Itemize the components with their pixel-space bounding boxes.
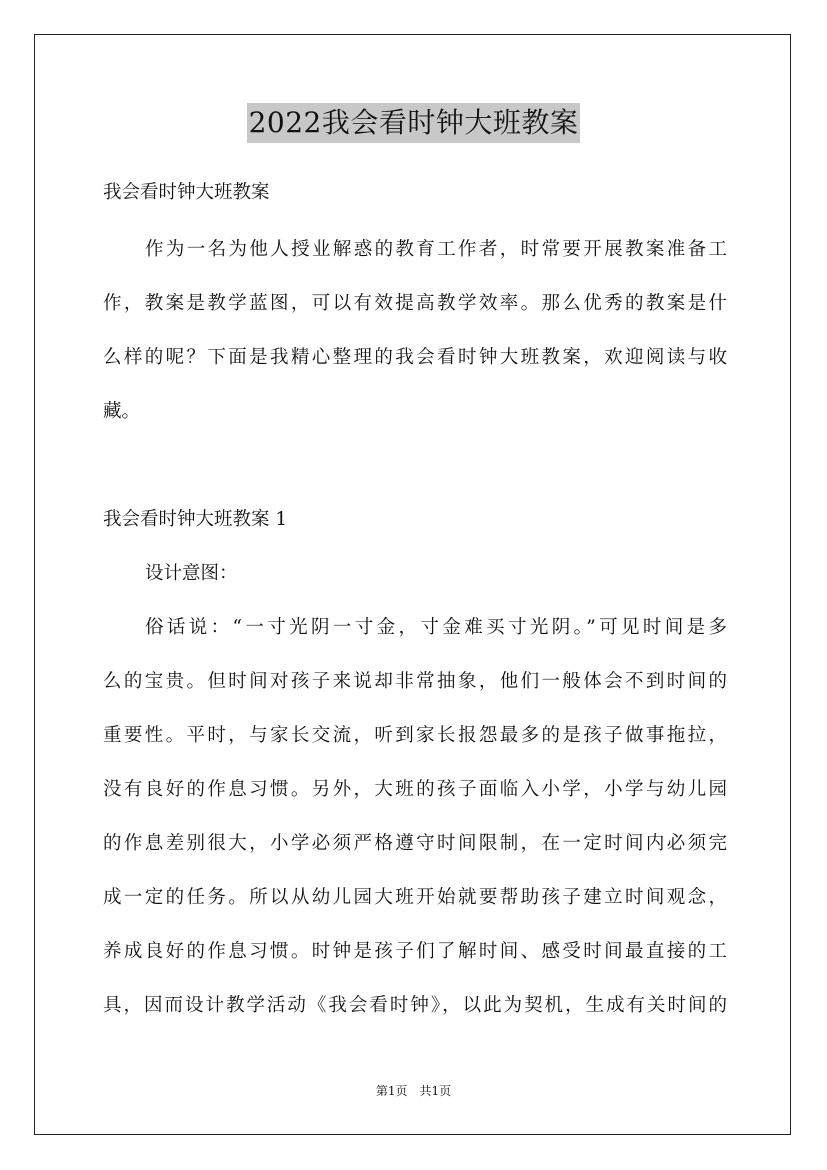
intro-line-4: 藏。 xyxy=(103,401,141,422)
design-intent-label: 设计意图： xyxy=(145,563,238,584)
title-container xyxy=(0,103,827,143)
body-line-1: 俗话说：“一寸光阴一寸金，寸金难买寸光阴。”可见时间是多 xyxy=(145,617,727,638)
body-line-7: 养成良好的作息习惯。时钟是孩子们了解时间、感受时间最直接的工 xyxy=(103,941,727,962)
body-line-5: 的作息差别很大，小学必须严格遵守时间限制，在一定时间内必须完 xyxy=(103,833,727,854)
document-title: 2022我会看时钟大班教案 xyxy=(247,103,581,143)
intro-line-2: 作，教案是教学蓝图，可以有效提高教学效率。那么优秀的教案是什 xyxy=(103,293,727,314)
section-heading: 我会看时钟大班教案 1 xyxy=(103,509,288,530)
body-line-8: 具，因而设计教学活动《我会看时钟》，以此为契机，生成有关时间的 xyxy=(103,995,727,1016)
body-line-6: 成一定的任务。所以从幼儿园大班开始就要帮助孩子建立时间观念， xyxy=(103,887,727,908)
body-line-4: 没有良好的作息习惯。另外，大班的孩子面临入小学，小学与幼儿园 xyxy=(103,779,727,800)
body-line-2: 么的宝贵。但时间对孩子来说却非常抽象，他们一般体会不到时间的 xyxy=(103,671,727,692)
document-subtitle: 我会看时钟大班教案 xyxy=(103,182,270,203)
intro-line-3: 么样的呢？下面是我精心整理的我会看时钟大班教案，欢迎阅读与收 xyxy=(103,347,727,368)
page-total: 共1页 xyxy=(419,1084,452,1098)
page-footer xyxy=(0,1083,827,1099)
body-line-3: 重要性。平时，与家长交流，听到家长报怨最多的是孩子做事拖拉， xyxy=(103,725,727,746)
intro-line-1: 作为一名为他人授业解惑的教育工作者，时常要开展教案准备工 xyxy=(145,239,727,260)
page-number: 第1页 xyxy=(375,1084,408,1098)
